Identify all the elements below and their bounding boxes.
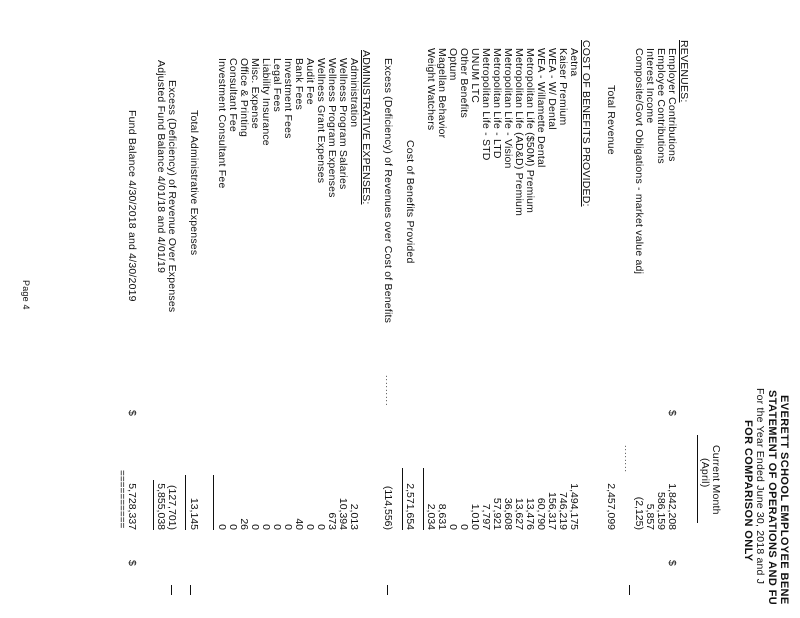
- revenue-value: 5,857: [644, 503, 656, 530]
- admin-value: 0: [282, 524, 294, 530]
- cost-value: 2,034: [425, 503, 437, 530]
- cost-label: Metropolitan Life - STD: [480, 48, 492, 161]
- admin-value: 0: [260, 524, 272, 530]
- cost-value: 36,608: [502, 497, 514, 530]
- cost-label: UNUM LTC: [469, 48, 481, 104]
- admin-label: Misc. Expense: [249, 58, 261, 129]
- admin-total-value: 13,145: [188, 497, 200, 530]
- admin-label: Wellness Program Salaries: [337, 58, 349, 190]
- cost-label: Kaiser Premium: [557, 48, 569, 126]
- fund-balance-label: Fund Balance 4/30/2018 and 4/30/2019: [126, 110, 138, 302]
- cost-label: Aetna: [568, 48, 580, 77]
- admin-label: Bank Fees: [293, 58, 305, 110]
- fund-balance-right-dollar: $: [126, 560, 138, 566]
- admin-label: Investment Fees: [282, 58, 294, 139]
- page-number: Page 4: [21, 280, 31, 310]
- revenue-label: Employee Contributions: [655, 48, 667, 164]
- admin-label: Investment Consultant Fee: [216, 58, 228, 189]
- revenue-label: Employer Contributions: [666, 48, 678, 162]
- cost-value: 60,790: [535, 497, 547, 530]
- column-header-rule: [697, 435, 698, 523]
- statement-title: STATEMENT OF OPERATIONS AND FU: [766, 390, 778, 606]
- admin-value: 0: [227, 524, 239, 530]
- revenue-label: Composite/Govt Obligations - market value adj: [633, 48, 645, 275]
- admin-label: Consultant Fee: [227, 58, 239, 133]
- excess-benefits-value: (114,556): [382, 485, 394, 530]
- admin-label: Wellness Program Expenses: [326, 58, 338, 198]
- fund-balance-value: 5,728,337: [126, 483, 138, 530]
- revenue-value: 1,842,208: [666, 483, 678, 530]
- statement-page: EVERETT SCHOOL EMPLOYEE BENE STATEMENT OF OPERATIONS AND FU For the Year Ended June 30, 2018 and J FOR COMPARISON ONLY Current Month (April) REVENUES: Employer Contributions $ 1,842,208 $ Employee Contributions 586,159 Interest Income 5,857 Composite/Govt Obligations - market value adj (2,125) ........ Total Revenue 2,457,099 COST OF BENEFITS PROVIDED: Aetna 1,494,175 Kaiser Premium 746,219 WEA - W/ Dental 156,317 WEA - Willamette Dental 60,790 Metropolitan Life ($50M) Premium 13,476 Metropolitan Life (AD&D) Premium 13,627 Metropolitan Life - Vision 36,608 Metropolitan Life - LTD 57,921 Metropolitan Life - STD 7,797 UNUM LTC 1,010 Other Benefits 0 Optum 0 Magellan Behavior 8,631 Weight Watchers 2,034 Cost of Benefits Provided 2,571,654 Excess (Deficiency) of Revenues over Cost of Benefits ......... (114,556) ADMINISTRATIVE EXPENSES: Administration 2,013 Wellness Program Salaries 10,394 Wellness Program Expenses 673 Wellness Grant Expenses 0 Audit Fee 0 Bank Fees 40 Investment Fees 0 Legal Fees 0 Liability Insurance 0 Misc. Expense 0 Office & Printing 26 Consultant Fee 0 Investment Consultant Fee 0 Total Administrative Expenses 13,145 Excess (Deficiency) of Revenue Over Expenses (127,701) Adjusted Fund Balance 4/01/18 and 4/01/19 5,855,038 Fund Balance 4/30/2018 and 4/30/2019 $ 5,728,337 $ ========== Page 4: [21, 40, 790, 606]
- cost-label: Optum: [447, 48, 459, 81]
- revenue-label: Interest Income: [644, 48, 656, 124]
- cost-label: WEA - W/ Dental: [546, 48, 558, 130]
- cost-label: Magellan Behavior: [436, 48, 448, 139]
- total-revenue-value: 2,457,099: [605, 483, 617, 530]
- fund-balance-double-rule: ==========: [116, 470, 127, 529]
- cost-label: Weight Watchers: [425, 48, 437, 131]
- admin-value: 673: [326, 512, 338, 530]
- admin-label: Legal Fees: [271, 58, 283, 112]
- org-title: EVERETT SCHOOL EMPLOYEE BENE: [778, 395, 790, 605]
- revenue-value: 586,159: [655, 492, 667, 530]
- admin-label: Office & Printing: [238, 58, 250, 138]
- cost-value: 7,797: [480, 503, 492, 530]
- cost-label: Metropolitan Life - LTD: [491, 48, 503, 159]
- admin-value: 0: [304, 524, 316, 530]
- admin-value: 40: [293, 518, 305, 530]
- admin-label: Audit Fee: [304, 58, 316, 105]
- admin-label: Administration: [348, 58, 360, 128]
- admin-label: Wellness Grant Expenses: [315, 58, 327, 184]
- cost-label: WEA - Willamette Dental: [535, 48, 547, 168]
- cost-value: 13,476: [524, 497, 536, 530]
- adjusted-fund-balance-label: Adjusted Fund Balance 4/01/18 and 4/01/19: [155, 60, 167, 274]
- excess-benefits-label: Excess (Deficiency) of Revenues over Cost of Benefits: [382, 58, 394, 324]
- excess-revenue-label: Excess (Deficiency) of Revenue Over Expenses: [166, 80, 178, 313]
- cost-value: 0: [447, 524, 459, 530]
- cost-label: Other Benefits: [458, 48, 470, 118]
- cost-heading: COST OF BENEFITS PROVIDED:: [580, 40, 592, 207]
- cost-label: Metropolitan Life ($50M) Premium: [524, 48, 536, 214]
- admin-value: 0: [249, 524, 261, 530]
- cost-value: 13,627: [513, 497, 525, 530]
- adjusted-fund-balance-value: 5,855,038: [155, 483, 167, 530]
- dollar-sign-right: $: [666, 560, 678, 566]
- comparison-note: FOR COMPARISON ONLY: [742, 420, 754, 562]
- cost-value: 0: [458, 524, 470, 530]
- cost-value: 8,631: [436, 503, 448, 530]
- admin-value: 0: [315, 524, 327, 530]
- cost-label: Metropolitan Life - Vision: [502, 48, 514, 169]
- total-revenue-label: Total Revenue: [605, 85, 617, 155]
- dollar-sign: $: [666, 410, 678, 416]
- admin-total-label: Total Administrative Expenses: [188, 110, 200, 256]
- admin-label: Liability Insurance: [260, 58, 272, 146]
- cost-value: 156,317: [546, 492, 558, 530]
- cost-value: 57,921: [491, 497, 503, 530]
- admin-value: 2,013: [348, 503, 360, 530]
- period-subtitle: For the Year Ended June 30, 2018 and J: [754, 388, 766, 585]
- revenue-value: (2,125): [633, 496, 645, 530]
- excess-revenue-value: (127,701): [166, 485, 178, 530]
- fund-balance-dollar: $: [126, 410, 138, 416]
- cost-label: Metropolitan Life (AD&D) Premium: [513, 48, 525, 217]
- admin-heading: ADMINISTRATIVE EXPENSES:: [360, 50, 372, 205]
- admin-value: 10,394: [337, 497, 349, 530]
- revenues-heading: REVENUES:: [678, 40, 690, 103]
- cost-value: 746,219: [557, 492, 569, 530]
- admin-value: 0: [271, 524, 283, 530]
- cost-total-value: 2,571,654: [404, 483, 416, 530]
- cost-total-label: Cost of Benefits Provided: [404, 140, 416, 264]
- cost-value: 1,010: [469, 503, 481, 530]
- admin-value: 26: [238, 518, 250, 530]
- column-header-april: (April): [699, 458, 711, 488]
- cost-value: 1,494,175: [568, 483, 580, 530]
- column-header-current-month: Current Month: [710, 445, 722, 515]
- admin-value: 0: [216, 524, 228, 530]
